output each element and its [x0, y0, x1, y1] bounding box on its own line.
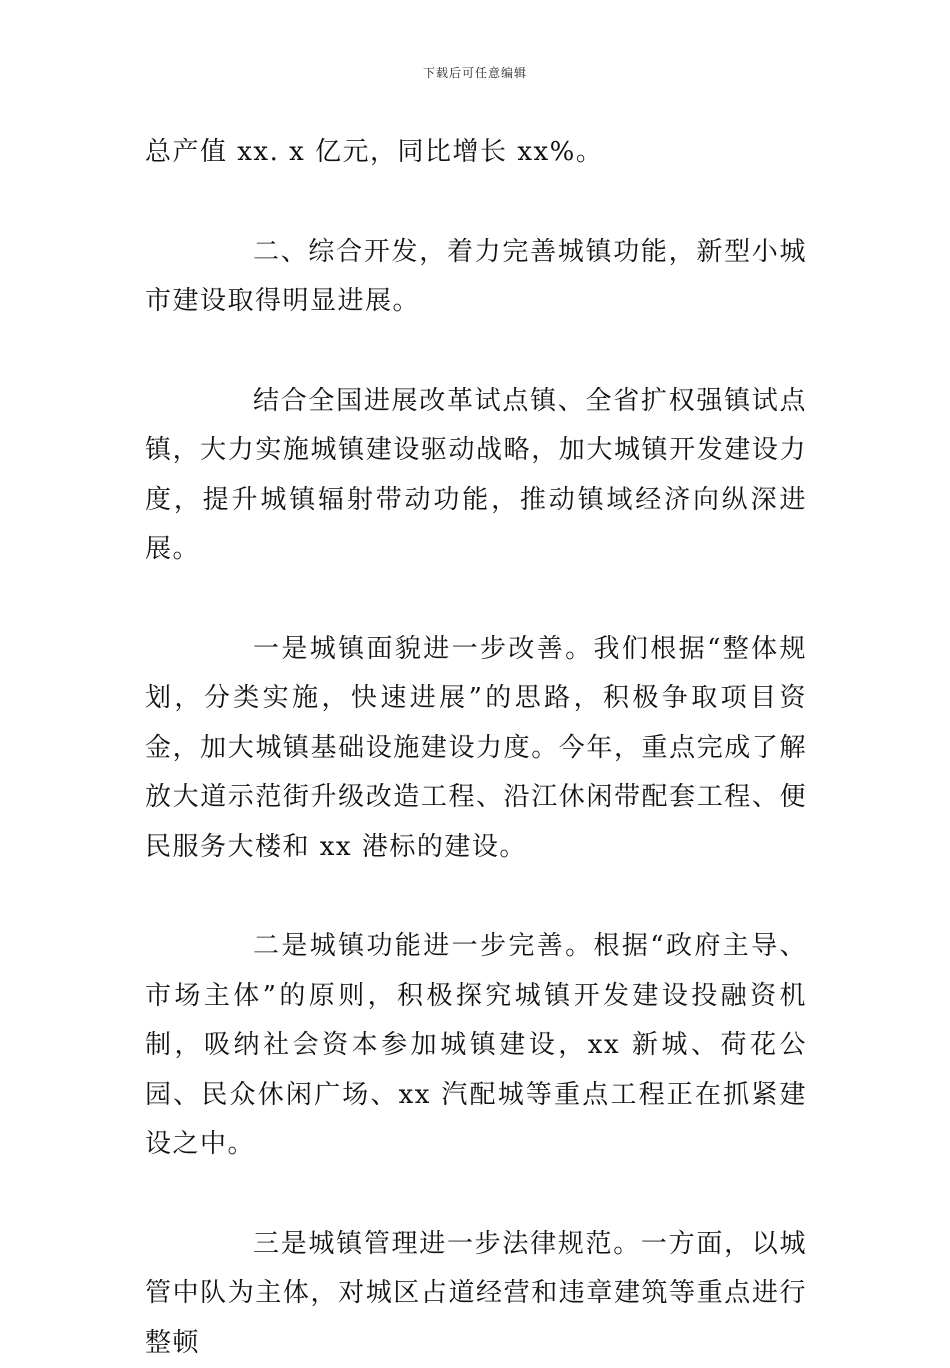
paragraph-gap	[145, 327, 807, 377]
paragraph-gap	[145, 575, 807, 625]
paragraph-gap	[145, 1170, 807, 1220]
page-header-note: 下载后可任意编辑	[0, 64, 950, 81]
paragraph-gap	[145, 872, 807, 922]
section-heading: 二、综合开发，着力完善城镇功能，新型小城市建设取得明显进展。	[145, 228, 807, 327]
paragraph-gap	[145, 178, 807, 228]
paragraph-intro: 结合全国进展改革试点镇、全省扩权强镇试点镇，大力实施城镇建设驱动战略，加大城镇开发建设力度，提升城镇辐射带动功能，推动镇域经济向纵深进展。	[145, 377, 807, 575]
paragraph-continuation: 总产值 xx. x 亿元，同比增长 xx%。	[145, 128, 807, 178]
paragraph-point-three: 三是城镇管理进一步法律规范。一方面，以城管中队为主体，对城区占道经营和违章建筑等重点进行整顿	[145, 1220, 807, 1368]
document-body	[145, 128, 807, 1368]
paragraph-point-two: 二是城镇功能进一步完善。根据“政府主导、市场主体”的原则，积极探究城镇开发建设投融资机制，吸纳社会资本参加城镇建设，xx 新城、荷花公园、民众休闲广场、xx 汽配城等重点工程正在抓紧建设之中。	[145, 922, 807, 1170]
paragraph-point-one: 一是城镇面貌进一步改善。我们根据“整体规划，分类实施，快速进展”的思路，积极争取项目资金，加大城镇基础设施建设力度。今年，重点完成了解放大道示范街升级改造工程、沿江休闲带配套工程、便民服务大楼和 xx 港标的建设。	[145, 625, 807, 873]
